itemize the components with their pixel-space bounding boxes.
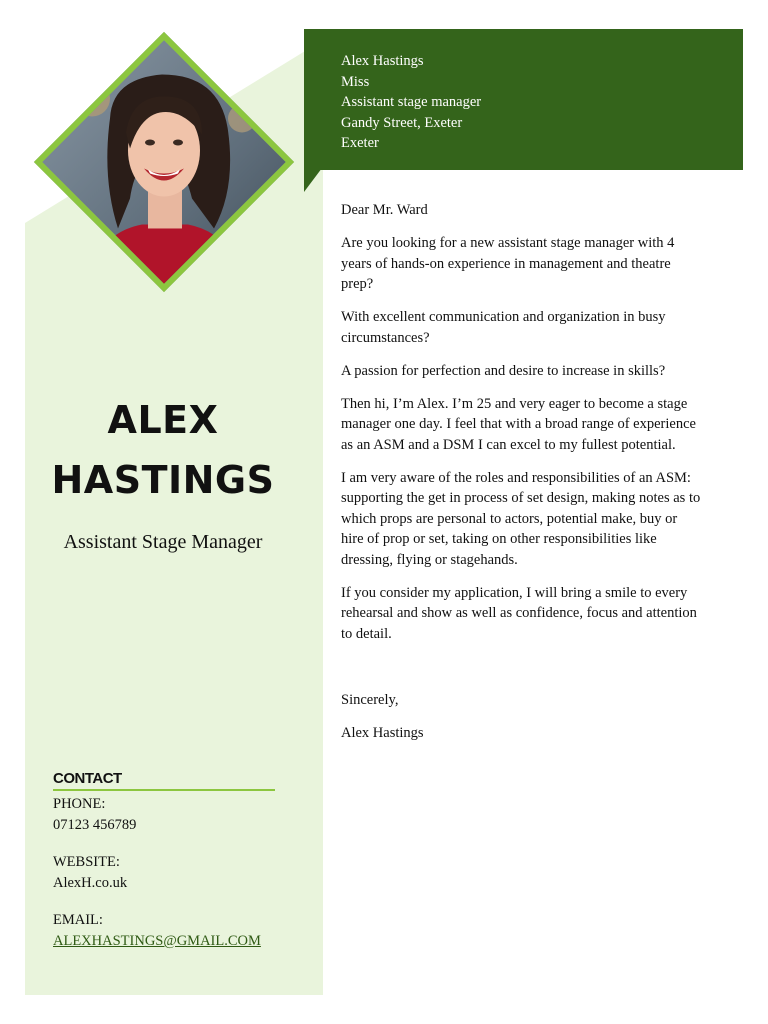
letter-paragraph: A passion for perfection and desire to increase in skills? [341, 362, 666, 379]
sender-street: Gandy Street, Exeter [341, 114, 463, 131]
contact-heading: CONTACT [53, 770, 275, 791]
header-block [304, 29, 743, 170]
letter-paragraph: Then hi, I’m Alex. I’m 25 and very eager to become a stage manager one day. I feel that with a broad range of experience as an ASM and a DSM I can excel to my fullest potential. [341, 395, 696, 453]
applicant-name [30, 390, 296, 510]
letter-paragraph: Are you looking for a new assistant stage manager with 4 years of hands-on experience in management and theatre prep? [341, 235, 675, 292]
email-label: EMAIL: [53, 912, 103, 928]
sender-title: Miss [341, 73, 370, 90]
phone-value: 07123 456789 [53, 817, 137, 833]
sender-name: Alex Hastings [341, 53, 424, 69]
letter-paragraph: With excellent communication and organization in busy circumstances? [341, 309, 666, 346]
email-link[interactable]: ALEXHASTINGS@GMAIL.COM [53, 933, 261, 949]
header-fold [304, 168, 322, 192]
closing: Sincerely, [341, 691, 399, 708]
name-first: ALEX [107, 398, 219, 442]
letter-body [341, 200, 701, 756]
website-label: WEBSITE: [53, 854, 120, 870]
sender-role: Assistant stage manager [341, 94, 482, 110]
letter-paragraph: I am very aware of the roles and responsibilities of an ASM: supporting the get in process of set design, making notes as to which props are personal to actors, potential make, buy or hire of prop or set, taking on other responsibilities like dressing, flying or stagehands. [341, 469, 701, 568]
phone-label: PHONE: [53, 796, 106, 812]
contact-section [53, 770, 275, 952]
letter-paragraph: If you consider my application, I will bring a smile to every rehearsal and show as well as confidence, focus and attention to detail. [341, 584, 697, 642]
salutation: Dear Mr. Ward [341, 202, 428, 218]
signature: Alex Hastings [341, 724, 424, 741]
phone-group [53, 794, 275, 836]
sender-details [341, 51, 481, 154]
sender-city: Exeter [341, 135, 379, 151]
website-value: AlexH.co.uk [53, 875, 128, 891]
website-group [53, 852, 275, 894]
email-group [53, 910, 275, 952]
name-last: HASTINGS [51, 458, 275, 502]
job-title: Assistant Stage Manager [63, 531, 263, 553]
